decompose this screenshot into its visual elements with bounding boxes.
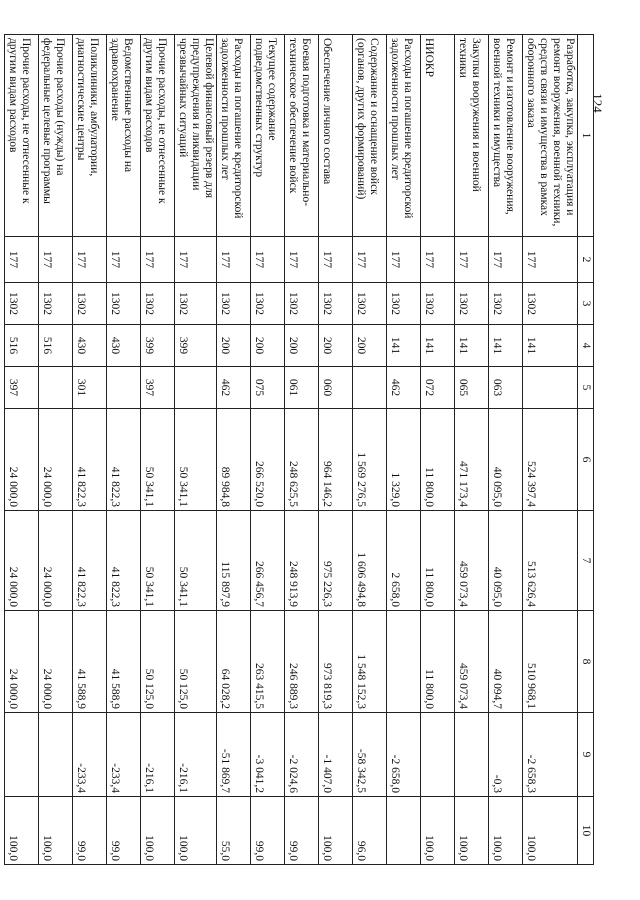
- section-code-cell: 177: [5, 237, 39, 283]
- revised-amount-cell: 2 658,0: [387, 511, 421, 611]
- table-row: [175, 35, 217, 865]
- approved-amount-cell: 964 146,2: [319, 409, 353, 511]
- row-name-cell: Прочие расходы, не отнесенные к другим видам расходов: [141, 35, 175, 237]
- deviation-cell: -58 342,5: [353, 713, 387, 797]
- deviation-cell: [421, 713, 455, 797]
- expense-type-cell: 397: [141, 367, 175, 409]
- section-code-cell: 177: [387, 237, 421, 283]
- revised-amount-cell: 513 626,4: [523, 511, 578, 611]
- chapter-code-cell: 1302: [353, 283, 387, 325]
- page-number: 124: [589, 93, 605, 113]
- approved-amount-cell: 41 822,3: [107, 409, 141, 511]
- expense-type-cell: 075: [251, 367, 285, 409]
- percent-cell: 100,0: [141, 797, 175, 865]
- revised-amount-cell: 41 822,3: [73, 511, 107, 611]
- deviation-cell: -3 041,2: [251, 713, 285, 797]
- executed-amount-cell: 40 094,7: [489, 611, 523, 713]
- approved-amount-cell: 41 822,3: [73, 409, 107, 511]
- revised-amount-cell: 459 073,4: [455, 511, 489, 611]
- chapter-code-cell: 1302: [489, 283, 523, 325]
- table-row: [421, 35, 455, 865]
- revised-amount-cell: 41 822,3: [107, 511, 141, 611]
- deviation-cell: -0,3: [489, 713, 523, 797]
- section-code-cell: 177: [523, 237, 578, 283]
- row-name-cell: Разработка, закупка, эксплуатация и ремонт вооружения, военной техники, средств связи и имущества в рамках оборонного заказа: [523, 35, 578, 237]
- expense-type-cell: 060: [319, 367, 353, 409]
- deviation-cell: -2 658,3: [523, 713, 578, 797]
- expense-type-cell: [39, 367, 73, 409]
- executed-amount-cell: 50 125,0: [175, 611, 217, 713]
- section-code-cell: 177: [421, 237, 455, 283]
- chapter-code-cell: 1302: [387, 283, 421, 325]
- executed-amount-cell: 459 073,4: [455, 611, 489, 713]
- revised-amount-cell: 24 000,0: [39, 511, 73, 611]
- chapter-code-cell: 1302: [285, 283, 319, 325]
- expense-type-cell: [353, 367, 387, 409]
- chapter-code-cell: 1302: [217, 283, 251, 325]
- executed-amount-cell: 246 889,3: [285, 611, 319, 713]
- row-name-cell: Ведомственные расходы на здравоохранение: [107, 35, 141, 237]
- column-header: 8: [578, 611, 594, 713]
- column-header: 10: [578, 797, 594, 865]
- table-row: [489, 35, 523, 865]
- revised-amount-cell: 11 800,0: [421, 511, 455, 611]
- subsection-code-cell: 141: [387, 325, 421, 367]
- revised-amount-cell: 50 341,1: [141, 511, 175, 611]
- approved-amount-cell: 24 000,0: [5, 409, 39, 511]
- table-row: [107, 35, 141, 865]
- executed-amount-cell: 50 125,0: [141, 611, 175, 713]
- section-code-cell: 177: [39, 237, 73, 283]
- executed-amount-cell: 263 415,5: [251, 611, 285, 713]
- expense-type-cell: 462: [217, 367, 251, 409]
- percent-cell: 100,0: [319, 797, 353, 865]
- section-code-cell: 177: [107, 237, 141, 283]
- revised-amount-cell: 50 341,1: [175, 511, 217, 611]
- expense-type-cell: 397: [5, 367, 39, 409]
- table-row: [217, 35, 251, 865]
- deviation-cell: [5, 713, 39, 797]
- subsection-code-cell: 200: [217, 325, 251, 367]
- row-name-cell: Закупки вооружения и военной техники: [455, 35, 489, 237]
- revised-amount-cell: 1 606 494,8: [353, 511, 387, 611]
- subsection-code-cell: 141: [523, 325, 578, 367]
- row-name-cell: Расходы на погашение кредиторской задолженности прошлых лет: [217, 35, 251, 237]
- expense-type-cell: [107, 367, 141, 409]
- approved-amount-cell: 89 984,8: [217, 409, 251, 511]
- section-code-cell: 177: [455, 237, 489, 283]
- chapter-code-cell: 1302: [5, 283, 39, 325]
- section-code-cell: 177: [175, 237, 217, 283]
- section-code-cell: 177: [217, 237, 251, 283]
- section-code-cell: 177: [319, 237, 353, 283]
- section-code-cell: 177: [489, 237, 523, 283]
- percent-cell: 99,0: [73, 797, 107, 865]
- table-row: [523, 35, 578, 865]
- executed-amount-cell: 41 588,9: [107, 611, 141, 713]
- deviation-cell: -2 024,6: [285, 713, 319, 797]
- expense-type-cell: 301: [73, 367, 107, 409]
- deviation-cell: [455, 713, 489, 797]
- chapter-code-cell: 1302: [73, 283, 107, 325]
- executed-amount-cell: [387, 611, 421, 713]
- section-code-cell: 177: [141, 237, 175, 283]
- revised-amount-cell: 24 000,0: [5, 511, 39, 611]
- column-header: 9: [578, 713, 594, 797]
- executed-amount-cell: 24 000,0: [5, 611, 39, 713]
- approved-amount-cell: 524 397,4: [523, 409, 578, 511]
- subsection-code-cell: 430: [73, 325, 107, 367]
- rotated-table-container: [7, 34, 594, 864]
- table-row: [455, 35, 489, 865]
- percent-cell: 100,0: [455, 797, 489, 865]
- percent-cell: 100,0: [523, 797, 578, 865]
- row-name-cell: Расходы на погашение кредиторской задолженности прошлых лет: [387, 35, 421, 237]
- expense-type-cell: 061: [285, 367, 319, 409]
- section-code-cell: 177: [251, 237, 285, 283]
- chapter-code-cell: 1302: [107, 283, 141, 325]
- table-row: [73, 35, 107, 865]
- chapter-code-cell: 1302: [141, 283, 175, 325]
- row-name-cell: Ремонт и изготовление вооружения, военной техники и имущества: [489, 35, 523, 237]
- approved-amount-cell: 50 341,1: [141, 409, 175, 511]
- chapter-code-cell: 1302: [421, 283, 455, 325]
- approved-amount-cell: 11 800,0: [421, 409, 455, 511]
- executed-amount-cell: 1 548 152,3: [353, 611, 387, 713]
- executed-amount-cell: 64 028,2: [217, 611, 251, 713]
- percent-cell: 99,0: [285, 797, 319, 865]
- subsection-code-cell: 516: [39, 325, 73, 367]
- percent-cell: 99,0: [107, 797, 141, 865]
- revised-amount-cell: 40 095,0: [489, 511, 523, 611]
- column-header: 7: [578, 511, 594, 611]
- row-name-cell: НИОКР: [421, 35, 455, 237]
- row-name-cell: Поликлиники, амбулатории, диагностические центры: [73, 35, 107, 237]
- row-name-cell: Прочие расходы (нужды) на федеральные целевые программы: [39, 35, 73, 237]
- subsection-code-cell: 141: [455, 325, 489, 367]
- approved-amount-cell: 40 095,0: [489, 409, 523, 511]
- percent-cell: 100,0: [421, 797, 455, 865]
- row-name-cell: Боевая подготовка и материально-техническое обеспечение войск: [285, 35, 319, 237]
- percent-cell: 100,0: [39, 797, 73, 865]
- subsection-code-cell: 200: [285, 325, 319, 367]
- row-name-cell: Содержание и оснащение войск (органов, других формирований): [353, 35, 387, 237]
- row-name-cell: Прочие расходы, не отнесенные к другим видам расходов: [5, 35, 39, 237]
- section-code-cell: 177: [353, 237, 387, 283]
- executed-amount-cell: 973 819,3: [319, 611, 353, 713]
- column-header: 2: [578, 237, 594, 283]
- deviation-cell: -1 407,0: [319, 713, 353, 797]
- column-header: 3: [578, 283, 594, 325]
- chapter-code-cell: 1302: [175, 283, 217, 325]
- executed-amount-cell: 11 800,0: [421, 611, 455, 713]
- table-body: [5, 35, 578, 865]
- percent-cell: 100,0: [175, 797, 217, 865]
- revised-amount-cell: 975 226,3: [319, 511, 353, 611]
- table-row: [285, 35, 319, 865]
- subsection-code-cell: 399: [175, 325, 217, 367]
- row-name-cell: Обеспечение личного состава: [319, 35, 353, 237]
- expense-type-cell: [523, 367, 578, 409]
- approved-amount-cell: 1 569 276,5: [353, 409, 387, 511]
- expense-type-cell: 072: [421, 367, 455, 409]
- subsection-code-cell: 399: [141, 325, 175, 367]
- section-code-cell: 177: [73, 237, 107, 283]
- expense-type-cell: 462: [387, 367, 421, 409]
- table-row: [387, 35, 421, 865]
- percent-cell: 55,0: [217, 797, 251, 865]
- table-row: [319, 35, 353, 865]
- table-row: [251, 35, 285, 865]
- approved-amount-cell: 1 329,0: [387, 409, 421, 511]
- deviation-cell: -233,4: [107, 713, 141, 797]
- table-row: [39, 35, 73, 865]
- table-row: [5, 35, 39, 865]
- table-row: [353, 35, 387, 865]
- subsection-code-cell: 141: [489, 325, 523, 367]
- deviation-cell: -216,1: [141, 713, 175, 797]
- percent-cell: [387, 797, 421, 865]
- table-row: [141, 35, 175, 865]
- approved-amount-cell: 248 625,5: [285, 409, 319, 511]
- percent-cell: 99,0: [251, 797, 285, 865]
- chapter-code-cell: 1302: [523, 283, 578, 325]
- row-name-cell: Текущее содержание подведомственных структур: [251, 35, 285, 237]
- percent-cell: 96,0: [353, 797, 387, 865]
- chapter-code-cell: 1302: [39, 283, 73, 325]
- deviation-cell: -51 869,7: [217, 713, 251, 797]
- column-header: 6: [578, 409, 594, 511]
- percent-cell: 100,0: [489, 797, 523, 865]
- deviation-cell: -216,1: [175, 713, 217, 797]
- revised-amount-cell: 248 913,9: [285, 511, 319, 611]
- revised-amount-cell: 115 897,9: [217, 511, 251, 611]
- table-header: [578, 35, 594, 865]
- expense-type-cell: 063: [489, 367, 523, 409]
- subsection-code-cell: 516: [5, 325, 39, 367]
- column-header: 1: [578, 35, 594, 237]
- subsection-code-cell: 141: [421, 325, 455, 367]
- chapter-code-cell: 1302: [319, 283, 353, 325]
- column-header: 5: [578, 367, 594, 409]
- approved-amount-cell: 266 520,0: [251, 409, 285, 511]
- column-header: 4: [578, 325, 594, 367]
- subsection-code-cell: 200: [353, 325, 387, 367]
- deviation-cell: -233,4: [73, 713, 107, 797]
- subsection-code-cell: 200: [251, 325, 285, 367]
- chapter-code-cell: 1302: [455, 283, 489, 325]
- deviation-cell: -2 658,0: [387, 713, 421, 797]
- row-name-cell: Целевой финансовый резерв для предупреждения и ликвидации чрезвычайных ситуаций: [175, 35, 217, 237]
- budget-table: [4, 34, 594, 865]
- expense-type-cell: [175, 367, 217, 409]
- approved-amount-cell: 471 173,4: [455, 409, 489, 511]
- chapter-code-cell: 1302: [251, 283, 285, 325]
- executed-amount-cell: 510 968,1: [523, 611, 578, 713]
- percent-cell: 100,0: [5, 797, 39, 865]
- executed-amount-cell: 41 588,9: [73, 611, 107, 713]
- section-code-cell: 177: [285, 237, 319, 283]
- expense-type-cell: 065: [455, 367, 489, 409]
- subsection-code-cell: 430: [107, 325, 141, 367]
- executed-amount-cell: 24 000,0: [39, 611, 73, 713]
- approved-amount-cell: 24 000,0: [39, 409, 73, 511]
- deviation-cell: [39, 713, 73, 797]
- revised-amount-cell: 266 456,7: [251, 511, 285, 611]
- subsection-code-cell: 200: [319, 325, 353, 367]
- approved-amount-cell: 50 341,1: [175, 409, 217, 511]
